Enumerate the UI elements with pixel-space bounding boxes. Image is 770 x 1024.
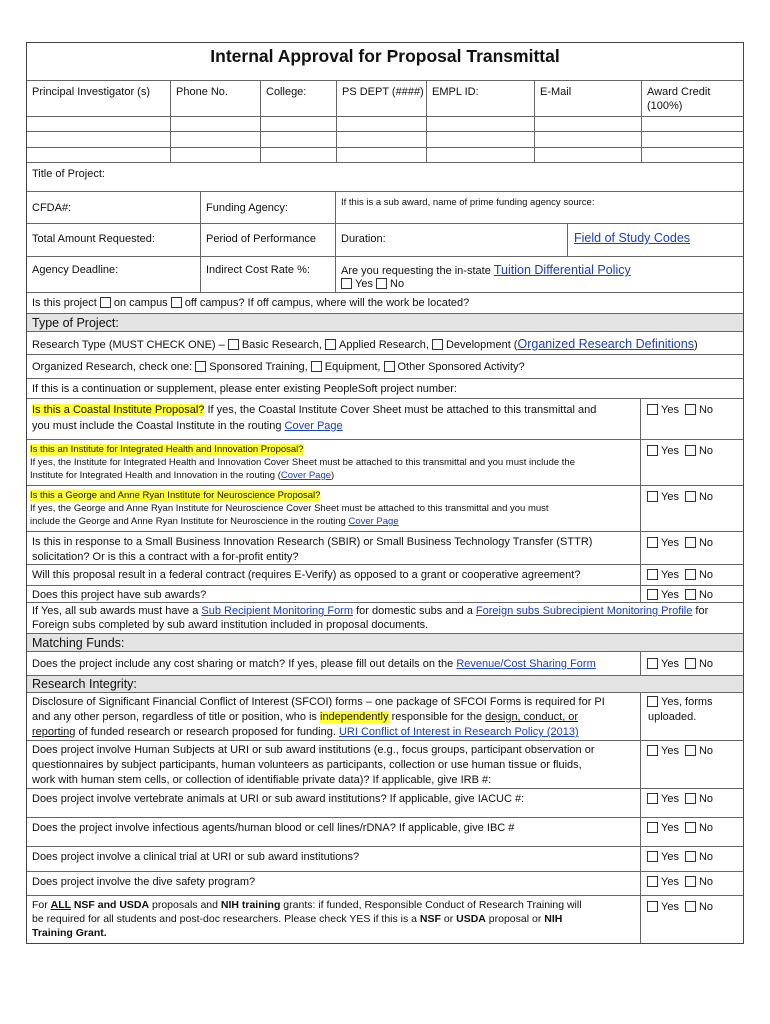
organized-research-row bbox=[27, 355, 743, 379]
animals-row bbox=[27, 789, 743, 818]
ryan-detail: If yes, the George and Anne Ryan Institute for Neuroscience Cover Sheet must be attached to this transmittal and you must bbox=[30, 503, 549, 514]
ryan-question: Is this a George and Anne Ryan Institute for Neuroscience Proposal? bbox=[30, 490, 321, 501]
college-header: College: bbox=[266, 86, 307, 98]
clinical-question: Does project involve a clinical trial at URI or sub award institutions? bbox=[32, 851, 360, 863]
coastal-row bbox=[27, 399, 743, 440]
sbir-question: Is this in response to a Small Business Innovation Research (SBIR) or Small Business Technology Transfer (STTR) bbox=[32, 536, 593, 548]
ryan-no-checkbox[interactable] bbox=[685, 491, 696, 502]
dive-question: Does project involve the dive safety program? bbox=[32, 876, 256, 888]
research-integrity-header bbox=[27, 676, 743, 693]
rcr-text-3: Training Grant. bbox=[32, 927, 107, 939]
sbir-row bbox=[27, 532, 743, 565]
sponsored-training-checkbox[interactable] bbox=[195, 361, 206, 372]
ryan-yes-checkbox[interactable] bbox=[647, 491, 658, 502]
ihi-question: Is this an Institute for Integrated Health and Innovation Proposal? bbox=[30, 444, 304, 455]
rcr-row bbox=[27, 896, 743, 943]
animals-no-checkbox[interactable] bbox=[685, 793, 696, 804]
research-integrity-label: Research Integrity: bbox=[32, 677, 137, 691]
tuition-policy-link[interactable]: Tuition Differential Policy bbox=[493, 263, 631, 277]
human-subjects-yes-no: Yes No bbox=[647, 744, 713, 758]
award-credit-pct: (100%) bbox=[647, 100, 683, 112]
rcr-no-checkbox[interactable] bbox=[685, 901, 696, 912]
title-row bbox=[27, 43, 743, 81]
everify-question: Will this proposal result in a federal contract (requires E-Verify) as opposed to a grant or cooperative agreement? bbox=[32, 569, 581, 581]
rcr-text-1: For ALL NSF and USDA proposals and NIH training grants: if funded, Responsible Conduct of Research Training will bbox=[32, 899, 582, 911]
deadline-label: Agency Deadline: bbox=[32, 264, 119, 276]
foreign-monitoring-profile-link[interactable]: Foreign subs Subrecipient Monitoring Profile bbox=[475, 605, 693, 617]
ihi-detail: If yes, the Institute for Integrated Health and Innovation Cover Sheet must be attached to this transmittal and you must include the bbox=[30, 457, 575, 468]
period-label: Period of Performance bbox=[206, 233, 317, 245]
infectious-question: Does the project involve infectious agents/human blood or cell lines/rDNA? If applicable, give IBC # bbox=[32, 822, 515, 834]
rcr-yes-checkbox[interactable] bbox=[647, 901, 658, 912]
equipment-checkbox[interactable] bbox=[311, 361, 322, 372]
pi-entry-row[interactable] bbox=[27, 117, 743, 132]
coastal-routing: you must include the Coastal Institute in the routing Cover Page bbox=[32, 420, 343, 432]
sfcoi-row bbox=[27, 693, 743, 741]
ihi-row bbox=[27, 440, 743, 486]
infectious-row bbox=[27, 818, 743, 847]
cost-share-row bbox=[27, 652, 743, 676]
dive-no-checkbox[interactable] bbox=[685, 876, 696, 887]
human-subjects-text-3: work with human stem cells, or collection of identifiable private data)? If applicable, give IRB #: bbox=[32, 774, 492, 786]
sfcoi-yes-checkbox[interactable] bbox=[647, 696, 658, 707]
sfcoi-text-2: and any other person, regardless of title or position, who is independently responsible for the design, conduct, or bbox=[32, 711, 579, 723]
dive-row bbox=[27, 872, 743, 896]
sfcoi-uploaded: uploaded. bbox=[648, 711, 697, 723]
other-activity-checkbox[interactable] bbox=[384, 361, 395, 372]
animals-yes-no: Yes No bbox=[647, 792, 713, 806]
campus-question: Is this project on campus off campus? If off campus, where will the work be located? bbox=[32, 297, 470, 309]
page-title: Internal Approval for Proposal Transmittal bbox=[210, 46, 560, 66]
sbir-yes-no: Yes No bbox=[647, 536, 713, 550]
indirect-rate-label: Indirect Cost Rate %: bbox=[206, 264, 310, 276]
cost-share-question: Does the project include any cost sharing or match? If yes, please fill out details on the Revenue/Cost Sharing Form bbox=[32, 658, 596, 670]
on-campus-checkbox[interactable] bbox=[100, 297, 111, 308]
coastal-cover-page-link[interactable]: Cover Page bbox=[284, 420, 343, 432]
research-type-row bbox=[27, 332, 743, 355]
coastal-yes-no: Yes No bbox=[647, 403, 713, 417]
off-campus-checkbox[interactable] bbox=[171, 297, 182, 308]
award-credit-header: Award Credit bbox=[647, 86, 711, 98]
ihi-routing: Institute for Integrated Health and Innovation in the routing (Cover Page) bbox=[30, 470, 335, 481]
everify-yes-no: Yes No bbox=[647, 568, 713, 582]
cfda-label: CFDA#: bbox=[32, 202, 72, 214]
ryan-yes-no: Yes No bbox=[647, 490, 713, 504]
ihi-no-checkbox[interactable] bbox=[685, 445, 696, 456]
sfcoi-text-3: reporting of funded research or research proposed for funding. URI Conflict of Interest in Research Policy (2013) bbox=[32, 726, 579, 738]
sbir-yes-checkbox[interactable] bbox=[647, 537, 658, 548]
cost-share-yes-checkbox[interactable] bbox=[647, 658, 658, 669]
clinical-yes-no: Yes No bbox=[647, 850, 713, 864]
sfcoi-yes-forms: Yes, forms bbox=[647, 695, 713, 709]
coastal-yes-checkbox[interactable] bbox=[647, 404, 658, 415]
instate-yes-checkbox[interactable] bbox=[341, 278, 352, 289]
pi-entry-row[interactable] bbox=[27, 148, 743, 163]
human-subjects-text-1: Does project involve Human Subjects at URI or sub award institutions (e.g., focus groups, participant observation or bbox=[32, 744, 595, 756]
cost-share-yes-no: Yes No bbox=[647, 657, 713, 671]
subawards-yes-no: Yes No bbox=[647, 588, 713, 602]
everify-no-checkbox[interactable] bbox=[685, 569, 696, 580]
human-subjects-text-2: questionnaires by subject participants, human volunteers as participants, collection or use human tissue or fluids, bbox=[32, 759, 582, 771]
infectious-yes-no: Yes No bbox=[647, 821, 713, 835]
ihi-cover-page-link[interactable]: Cover Page bbox=[280, 470, 332, 481]
sfcoi-text-1: Disclosure of Significant Financial Conflict of Interest (SFCOI) forms – one package of SFCOI Forms is required for PI bbox=[32, 696, 605, 708]
clinical-yes-checkbox[interactable] bbox=[647, 851, 658, 862]
organized-research-definitions-link[interactable]: Organized Research Definitions bbox=[517, 337, 694, 351]
title-of-project-label: Title of Project: bbox=[32, 168, 105, 180]
duration-label: Duration: bbox=[341, 233, 386, 245]
empl-id-header: EMPL ID: bbox=[432, 86, 479, 98]
continuation-row[interactable] bbox=[27, 379, 743, 399]
campus-row bbox=[27, 293, 743, 314]
prime-agency-label: If this is a sub award, name of prime funding agency source: bbox=[341, 197, 595, 208]
pi-header-row bbox=[27, 81, 743, 117]
ihi-yes-checkbox[interactable] bbox=[647, 445, 658, 456]
instate-yes-no: Yes No bbox=[341, 277, 404, 291]
matching-funds-header bbox=[27, 634, 743, 652]
applied-research-checkbox[interactable] bbox=[325, 339, 336, 350]
phone-header: Phone No. bbox=[176, 86, 228, 98]
ryan-cover-page-link[interactable]: Cover Page bbox=[348, 516, 399, 527]
email-header: E-Mail bbox=[540, 86, 572, 98]
subawards-yes-checkbox[interactable] bbox=[647, 589, 658, 600]
type-of-project-header bbox=[27, 314, 743, 332]
title-of-project-row[interactable] bbox=[27, 163, 743, 192]
sbir-question-2: solicitation? Or is this a contract with a for-profit entity? bbox=[32, 551, 299, 563]
proposal-form bbox=[26, 42, 744, 944]
type-of-project-label: Type of Project: bbox=[32, 316, 119, 330]
animals-question: Does project involve vertebrate animals at URI or sub award institutions? If applicable, give IACUC #: bbox=[32, 793, 525, 805]
everify-row bbox=[27, 565, 743, 586]
ryan-row bbox=[27, 486, 743, 532]
coastal-no-checkbox[interactable] bbox=[685, 404, 696, 415]
pi-header: Principal Investigator (s) bbox=[32, 86, 150, 98]
basic-research-checkbox[interactable] bbox=[228, 339, 239, 350]
dive-yes-no: Yes No bbox=[647, 875, 713, 889]
development-checkbox[interactable] bbox=[432, 339, 443, 350]
sbir-no-checkbox[interactable] bbox=[685, 537, 696, 548]
human-subjects-no-checkbox[interactable] bbox=[685, 745, 696, 756]
human-subjects-row bbox=[27, 741, 743, 789]
research-type-question: Research Type (MUST CHECK ONE) – Basic Research, Applied Research, Development (Organized Research Definitions) bbox=[32, 337, 698, 351]
subawards-row bbox=[27, 586, 743, 634]
rcr-text-2: be required for all students and post-doc researchers. Please check YES if this is a NSF or USDA proposal or NIH bbox=[32, 913, 563, 925]
matching-funds-label: Matching Funds: bbox=[32, 636, 125, 650]
organized-research-question: Organized Research, check one: Sponsored Training, Equipment, Other Sponsored Activity? bbox=[32, 361, 525, 373]
instate-no-checkbox[interactable] bbox=[376, 278, 387, 289]
human-subjects-yes-checkbox[interactable] bbox=[647, 745, 658, 756]
continuation-label: If this is a continuation or supplement, please enter existing PeopleSoft project number: bbox=[32, 383, 457, 395]
rcr-yes-no: Yes No bbox=[647, 900, 713, 914]
coastal-question: Is this a Coastal Institute Proposal? If yes, the Coastal Institute Cover Sheet must be attached to this transmittal and bbox=[32, 404, 597, 416]
everify-yes-checkbox[interactable] bbox=[647, 569, 658, 580]
dive-yes-checkbox[interactable] bbox=[647, 876, 658, 887]
subawards-no-checkbox[interactable] bbox=[685, 589, 696, 600]
deadline-row bbox=[27, 257, 743, 293]
subawards-instructions-2: Foreign subs completed by sub award institution included in proposal documents. bbox=[32, 619, 429, 631]
funding-agency-label: Funding Agency: bbox=[206, 202, 288, 214]
ihi-yes-no: Yes No bbox=[647, 444, 713, 458]
dept-header: PS DEPT (####) bbox=[342, 86, 424, 98]
cost-sharing-form-link[interactable]: Revenue/Cost Sharing Form bbox=[456, 658, 596, 670]
subawards-question: Does this project have sub awards? bbox=[32, 589, 207, 601]
sub-recipient-monitoring-link[interactable]: Sub Recipient Monitoring Form bbox=[201, 605, 354, 617]
total-amount-label: Total Amount Requested: bbox=[32, 233, 155, 245]
subawards-instructions: If Yes, all sub awards must have a Sub Recipient Monitoring Form for domestic subs and a Foreign subs Subrecipient Monitoring Profile for bbox=[32, 605, 709, 617]
animals-yes-checkbox[interactable] bbox=[647, 793, 658, 804]
clinical-row bbox=[27, 847, 743, 872]
pi-entry-row[interactable] bbox=[27, 132, 743, 148]
amount-row bbox=[27, 224, 743, 257]
field-of-study-link[interactable]: Field of Study Codes bbox=[574, 231, 691, 245]
infectious-yes-checkbox[interactable] bbox=[647, 822, 658, 833]
uri-coi-policy-link[interactable]: URI Conflict of Interest in Research Policy (2013) bbox=[338, 726, 579, 738]
ryan-routing: include the George and Anne Ryan Institute for Neuroscience in the routing Cover Page bbox=[30, 516, 399, 527]
cfda-row bbox=[27, 192, 743, 224]
cost-share-no-checkbox[interactable] bbox=[685, 658, 696, 669]
clinical-no-checkbox[interactable] bbox=[685, 851, 696, 862]
instate-question: Are you requesting the in-state Tuition Differential Policy bbox=[341, 263, 631, 277]
infectious-no-checkbox[interactable] bbox=[685, 822, 696, 833]
